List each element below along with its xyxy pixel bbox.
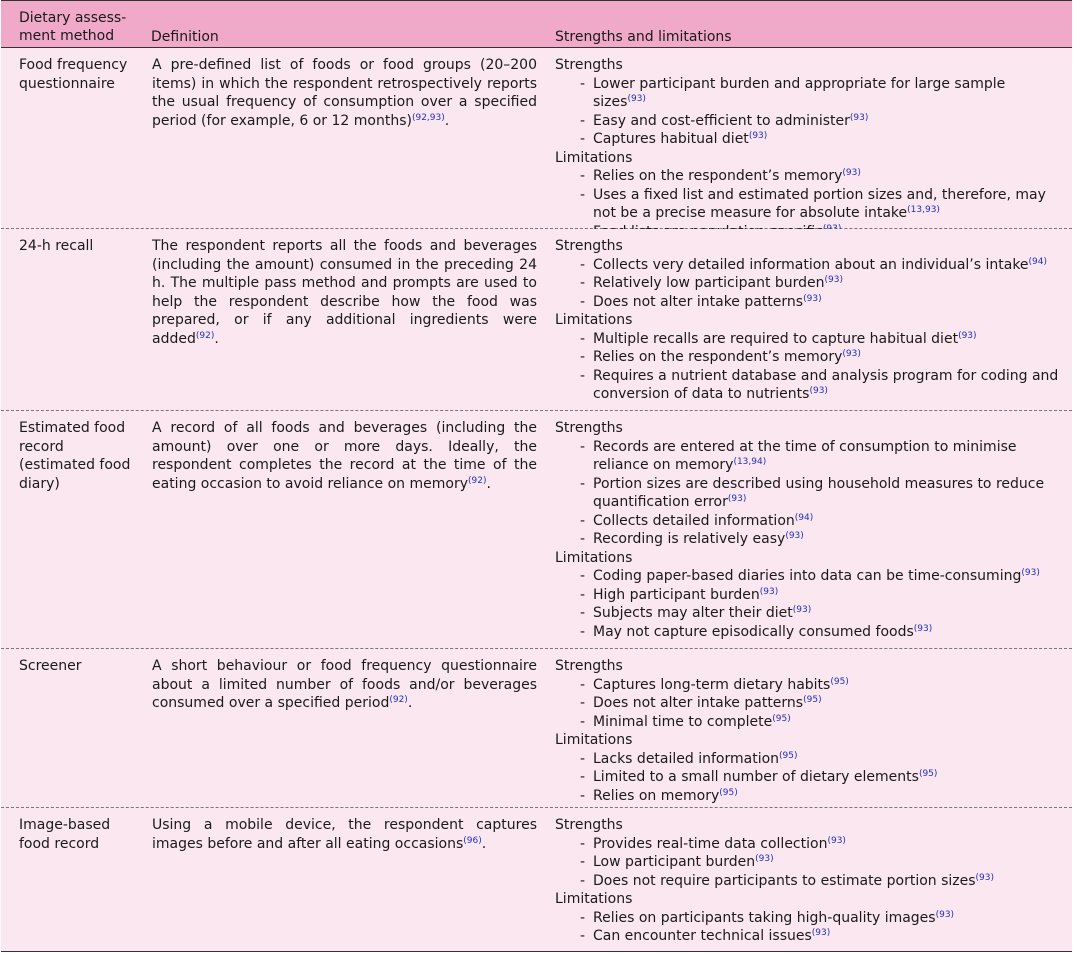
item-text: Subjects may alter their diet bbox=[593, 605, 793, 621]
item-text: Requires a nutrient database and analysis program for coding and conversion of data to nutrients bbox=[593, 367, 1059, 402]
strengths-label: Strengths bbox=[555, 238, 623, 254]
strengths-list bbox=[555, 676, 1060, 732]
definition-end: . bbox=[481, 835, 487, 852]
item-text: Relies on the respondent’s memory bbox=[593, 168, 843, 184]
citation-ref: (93) bbox=[755, 854, 774, 864]
list-item bbox=[555, 530, 1060, 549]
definition-cell bbox=[152, 657, 537, 713]
item-text: High participant burden bbox=[593, 586, 760, 603]
dietary-methods-table bbox=[1, 0, 1072, 952]
item-text: Easy and cost-efficient to administer bbox=[593, 112, 850, 129]
citation-ref: (92) bbox=[468, 475, 487, 486]
list-item bbox=[555, 475, 1060, 512]
item-text: Uses a fixed list and estimated portion sizes and, therefore, may not be a precise measure for absolute intake bbox=[593, 186, 1046, 221]
definition-end: . bbox=[407, 695, 413, 711]
citation-ref: (93) bbox=[803, 293, 822, 304]
item-text: Coding paper-based diaries into data can be time-consuming bbox=[593, 568, 1022, 584]
limitations-label: Limitations bbox=[555, 149, 633, 166]
citation-ref: (94) bbox=[794, 512, 814, 523]
citation-ref: (93) bbox=[913, 623, 933, 634]
limitations-label: Limitations bbox=[555, 549, 633, 566]
list-item bbox=[555, 694, 1060, 713]
definition-cell bbox=[152, 816, 537, 853]
strengths-list bbox=[555, 438, 1060, 549]
item-text: Relies on participants taking high-quality images bbox=[593, 909, 936, 926]
definition-text: Using a mobile device, the respondent captures images before and after all eating occasions bbox=[152, 817, 537, 852]
item-text: Captures habitual diet bbox=[593, 131, 749, 147]
table-row bbox=[1, 229, 1072, 411]
citation-ref: (93) bbox=[748, 131, 768, 141]
item-text: Collects detailed information bbox=[593, 512, 795, 529]
strengths-limitations-cell bbox=[555, 237, 1060, 404]
list-item bbox=[555, 112, 1060, 131]
strengths-limitations-cell bbox=[555, 56, 1060, 241]
citation-ref: (93) bbox=[935, 909, 955, 920]
list-item bbox=[555, 676, 1060, 695]
citation-ref: (93) bbox=[975, 872, 995, 883]
item-text: Can encounter technical issues bbox=[593, 928, 812, 944]
header-definition: Definition bbox=[151, 29, 219, 45]
citation-ref: (92,93) bbox=[411, 112, 445, 123]
definition-text: The respondent reports all the foods and beverages (including the amount) consumed in the preceding 24 h. The multiple pass method and prompts are used to help the respondent describe how the food was prepared, or if any additional ingredients were added bbox=[152, 238, 537, 347]
citation-ref: (93) bbox=[842, 168, 861, 178]
strengths-list bbox=[555, 75, 1060, 149]
citation-ref: (96) bbox=[463, 835, 482, 846]
list-item bbox=[555, 274, 1060, 293]
item-text: Relatively low participant burden bbox=[593, 275, 825, 291]
strengths-list bbox=[555, 835, 1060, 891]
citation-ref: (95) bbox=[772, 713, 791, 724]
list-item bbox=[555, 367, 1060, 404]
list-item bbox=[555, 604, 1060, 623]
citation-ref: (93) bbox=[759, 586, 779, 597]
citation-ref: (93) bbox=[842, 349, 861, 359]
strengths-label: Strengths bbox=[555, 420, 623, 436]
citation-ref: (93) bbox=[727, 494, 747, 504]
header-strengths-limitations: Strengths and limitations bbox=[555, 29, 732, 45]
item-text: Limited to a small number of dietary elements bbox=[593, 769, 919, 785]
list-item bbox=[555, 835, 1060, 854]
list-item bbox=[555, 768, 1060, 787]
list-item bbox=[555, 567, 1060, 586]
limitations-label: Limitations bbox=[555, 891, 633, 907]
limitations-list bbox=[555, 909, 1060, 946]
strengths-label: Strengths bbox=[555, 57, 623, 73]
item-text: Minimal time to complete bbox=[593, 713, 773, 730]
item-text: Does not alter intake patterns bbox=[593, 293, 804, 310]
list-item bbox=[555, 909, 1060, 928]
citation-ref: (13,93) bbox=[907, 205, 940, 215]
citation-ref: (95) bbox=[918, 769, 938, 779]
table-row bbox=[1, 649, 1072, 808]
item-text: Does not alter intake patterns bbox=[593, 695, 804, 711]
item-text: Lacks detailed information bbox=[593, 750, 780, 767]
list-item bbox=[555, 927, 1060, 946]
item-text: Lower participant burden and appropriate for large sample sizes bbox=[593, 75, 1006, 110]
definition-text: A short behaviour or food frequency questionnaire about a limited number of foods and/or beverages consumed over a specified period bbox=[152, 658, 537, 711]
item-text: May not capture episodically consumed foods bbox=[593, 623, 914, 640]
definition-text: A pre-defined list of foods or food groups (20–200 items) in which the respondent retrospectively reports the usual frequency of consumption over a specified period (for example, 6 or 12 months) bbox=[152, 57, 537, 129]
table-row bbox=[1, 808, 1072, 952]
list-item bbox=[555, 75, 1060, 112]
strengths-limitations-cell bbox=[555, 419, 1060, 641]
citation-ref: (92) bbox=[195, 330, 215, 341]
list-item bbox=[555, 586, 1060, 605]
citation-ref: (93) bbox=[958, 330, 977, 341]
item-text: Portion sizes are described using household measures to reduce quantification error bbox=[593, 475, 1045, 510]
table-header bbox=[1, 0, 1072, 48]
citation-ref: (13,94) bbox=[733, 457, 767, 467]
item-text: Relies on the respondent’s memory bbox=[593, 349, 843, 365]
limitations-list bbox=[555, 750, 1060, 806]
item-text: Relies on memory bbox=[593, 787, 720, 804]
citation-ref: (95) bbox=[803, 695, 822, 705]
list-item bbox=[555, 438, 1060, 475]
method-cell: Estimated food record (estimated food diary) bbox=[19, 420, 131, 492]
definition-text: A record of all foods and beverages (including the amount) over one or more days. Ideally, the respondent completes the record at the time of the eating occasion to avoid reliance on memory bbox=[152, 420, 537, 492]
citation-ref: (93) bbox=[827, 835, 846, 846]
list-item bbox=[555, 348, 1060, 367]
list-item bbox=[555, 872, 1060, 891]
citation-ref: (95) bbox=[719, 787, 738, 798]
item-text: Records are entered at the time of consumption to minimise reliance on memory bbox=[593, 438, 1017, 473]
list-item bbox=[555, 713, 1060, 732]
list-item bbox=[555, 853, 1060, 872]
citation-ref: (93) bbox=[824, 275, 844, 285]
list-item bbox=[555, 787, 1060, 806]
definition-cell bbox=[152, 419, 537, 493]
citation-ref: (95) bbox=[779, 750, 798, 761]
list-item bbox=[555, 293, 1060, 312]
list-item bbox=[555, 186, 1060, 223]
method-cell: Screener bbox=[19, 658, 82, 674]
limitations-label: Limitations bbox=[555, 732, 633, 748]
method-cell: 24-h recall bbox=[19, 238, 94, 254]
citation-ref: (93) bbox=[627, 94, 646, 104]
strengths-list bbox=[555, 256, 1060, 312]
list-item bbox=[555, 623, 1060, 642]
list-item bbox=[555, 256, 1060, 275]
list-item bbox=[555, 512, 1060, 531]
item-text: Does not require participants to estimate portion sizes bbox=[593, 872, 976, 889]
definition-end: . bbox=[486, 475, 491, 492]
strengths-label: Strengths bbox=[555, 817, 623, 833]
definition-end: . bbox=[444, 112, 450, 129]
table-row bbox=[1, 411, 1072, 649]
citation-ref: (93) bbox=[785, 531, 804, 541]
citation-ref: (93) bbox=[792, 605, 812, 615]
citation-ref: (93) bbox=[811, 928, 831, 938]
limitations-list bbox=[555, 330, 1060, 404]
item-text: Provides real-time data collection bbox=[593, 835, 828, 852]
citation-ref: (95) bbox=[830, 676, 849, 687]
list-item bbox=[555, 750, 1060, 769]
definition-cell bbox=[152, 237, 537, 348]
item-text: Captures long-term dietary habits bbox=[593, 676, 831, 693]
citation-ref: (92) bbox=[389, 695, 408, 705]
strengths-limitations-cell bbox=[555, 816, 1060, 946]
header-method: Dietary assess- ment method bbox=[19, 10, 127, 44]
method-cell: Food frequency questionnaire bbox=[19, 57, 128, 92]
item-text: Collects very detailed information about an individual’s intake bbox=[593, 256, 1029, 273]
definition-cell bbox=[152, 56, 537, 130]
citation-ref: (93) bbox=[1021, 568, 1040, 578]
citation-ref: (93) bbox=[809, 386, 828, 396]
item-text: Multiple recalls are required to capture habitual diet bbox=[593, 330, 959, 347]
strengths-limitations-cell bbox=[555, 657, 1060, 805]
citation-ref: (93) bbox=[849, 112, 869, 123]
table-body bbox=[1, 48, 1072, 952]
method-cell: Image-based food record bbox=[19, 817, 111, 852]
limitations-list bbox=[555, 567, 1060, 641]
table-row bbox=[1, 48, 1072, 229]
list-item bbox=[555, 167, 1060, 186]
list-item bbox=[555, 130, 1060, 149]
list-item bbox=[555, 330, 1060, 349]
item-text: Recording is relatively easy bbox=[593, 531, 786, 547]
citation-ref: (94) bbox=[1028, 256, 1048, 267]
strengths-label: Strengths bbox=[555, 658, 623, 674]
limitations-label: Limitations bbox=[555, 312, 633, 328]
item-text: Low participant burden bbox=[593, 854, 756, 870]
definition-end: . bbox=[214, 330, 219, 347]
